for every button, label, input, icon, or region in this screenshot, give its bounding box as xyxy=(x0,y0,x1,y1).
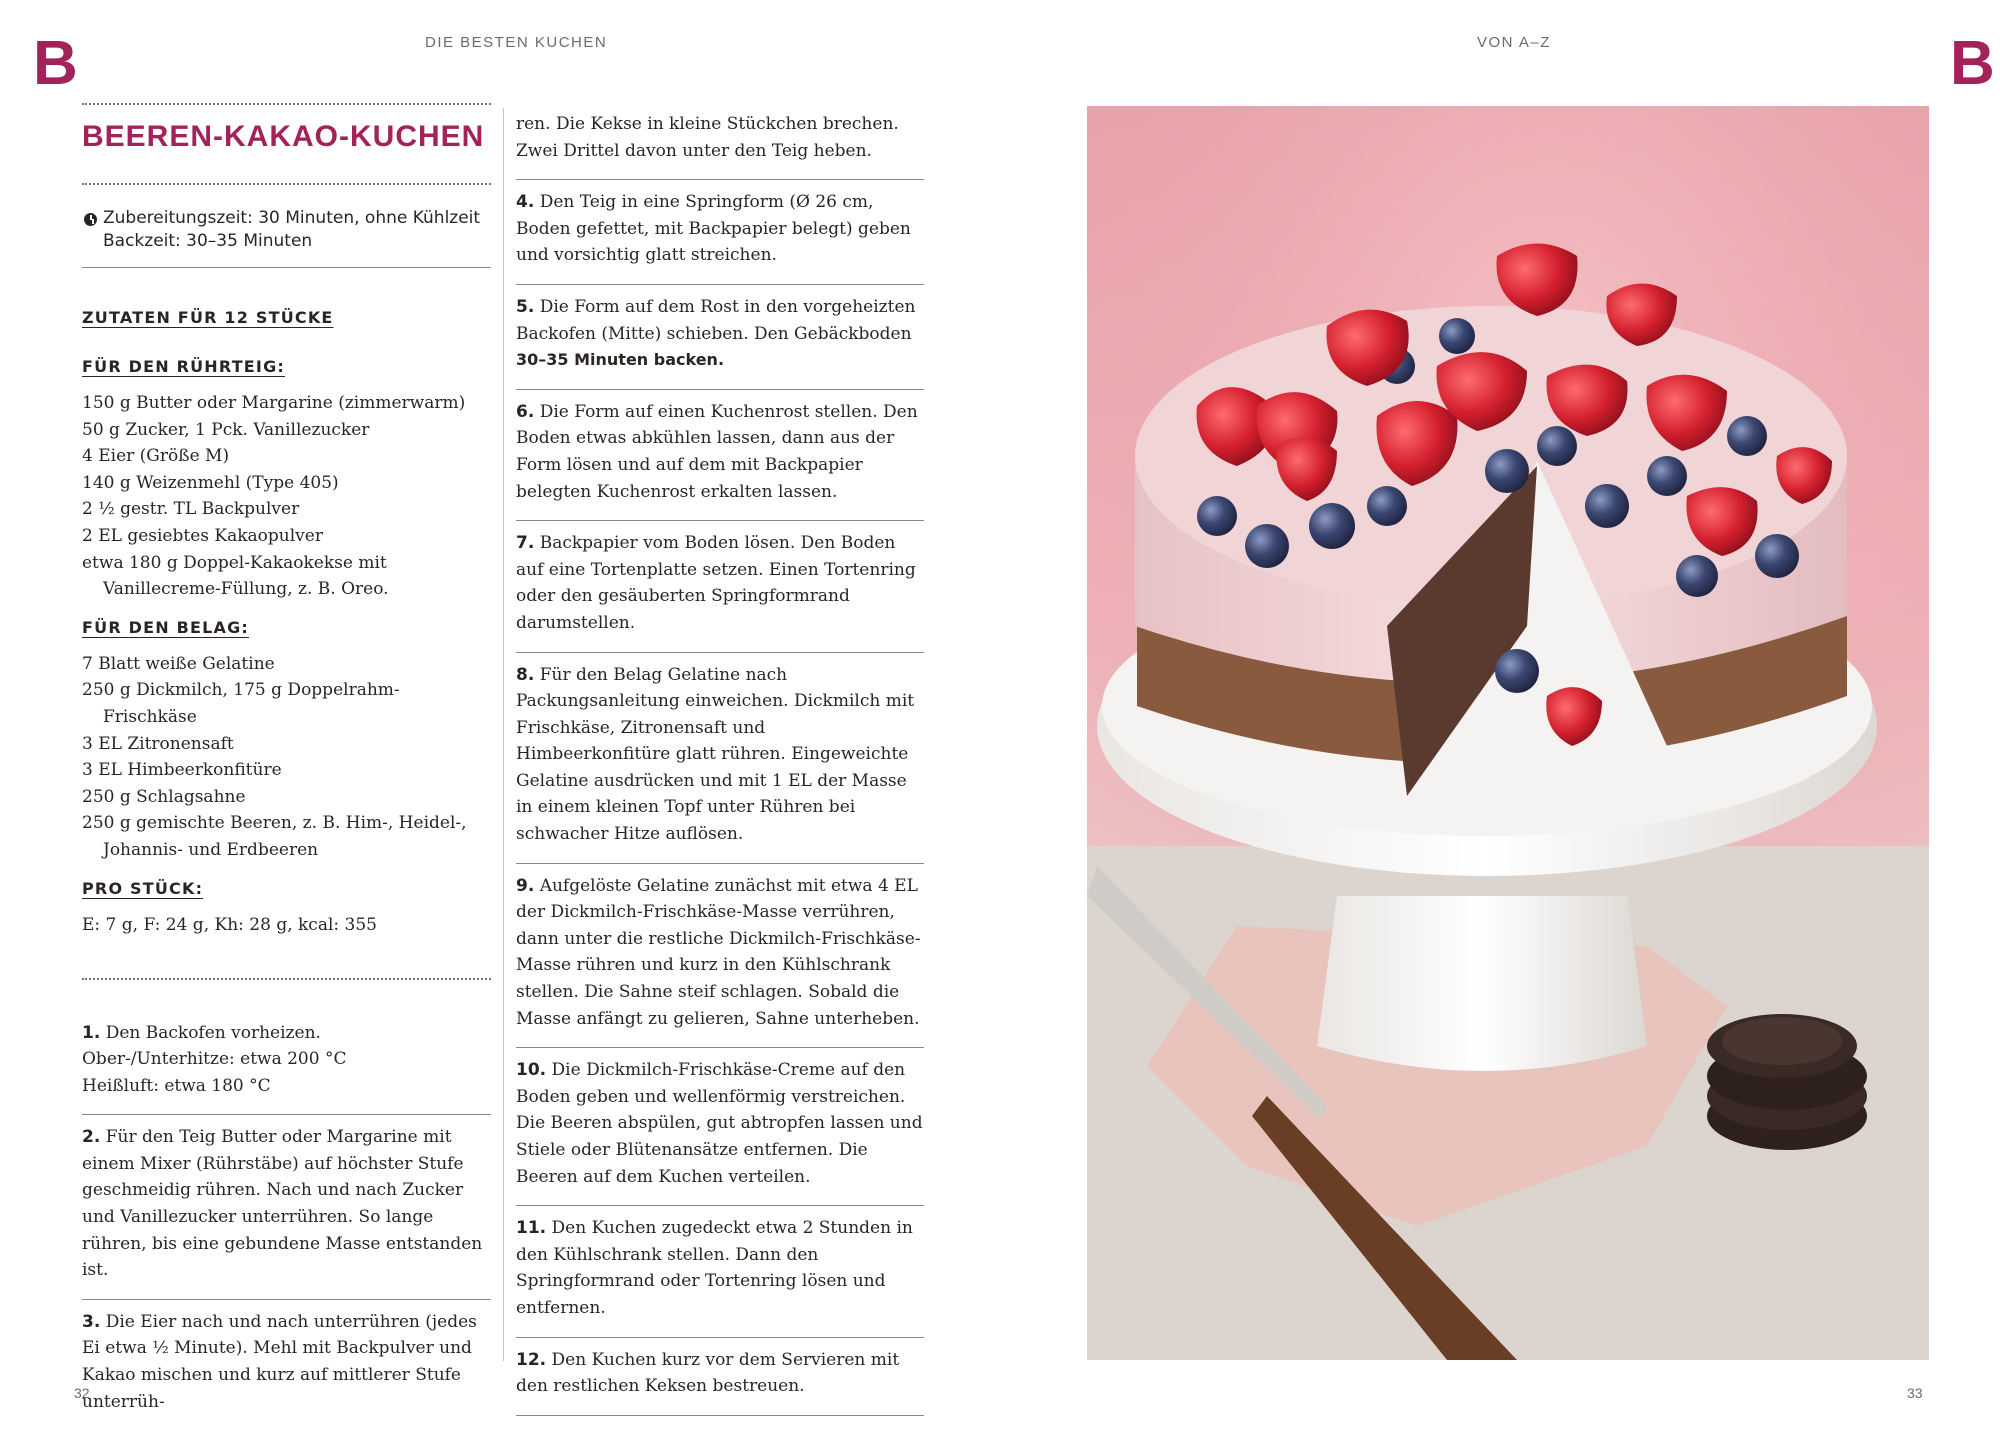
step-text: Aufgelöste Gelatine zunächst mit etwa 4 EL der Dickmilch-Frischkäse-Masse verrühren, dann unter die restliche Dickmilch-Frischkäse-Masse rühren und kurz in den Kühlschrank stellen. Die Sahne steif schlagen. Sobald die Masse anfängt zu gelieren, Sahne unterheben. xyxy=(516,875,921,1029)
step-7 xyxy=(516,521,924,652)
ingredient-item: 150 g Butter oder Margarine (zimmerwarm) xyxy=(82,393,466,413)
step-number: 5. xyxy=(516,296,535,317)
step-5 xyxy=(516,285,924,390)
ingredient-list-ruehrteig xyxy=(82,390,491,603)
step-text: Die Eier nach und nach unterrühren (jedes Ei etwa ½ Minute). Mehl mit Backpulver und Kakao mischen und kurz auf mittlerer Stufe unterrüh- xyxy=(82,1311,477,1412)
running-head-left: DIE BESTEN KUCHEN xyxy=(425,34,608,51)
time-info xyxy=(82,185,491,268)
step-text: Für den Teig Butter oder Margarine mit einem Mixer (Rührstäbe) auf höchster Stufe geschmeidig rühren. Nach und nach Zucker und Vanillezucker unterrühren. So lange rühren, bis eine gebundene Masse entstanden ist. xyxy=(82,1127,483,1281)
ingredient-list-belag xyxy=(82,651,491,864)
ingredient-item: 50 g Zucker, 1 Pck. Vanillezucker xyxy=(82,419,370,440)
ingredient-item: 4 Eier (Größe M) xyxy=(82,446,230,467)
step-number: 4. xyxy=(516,192,535,213)
chapter-letter-left: B xyxy=(33,29,78,98)
step-text: Heißluft: etwa 180 °C xyxy=(82,1075,271,1096)
dotted-rule xyxy=(82,103,491,105)
step-number: 6. xyxy=(516,401,535,422)
step-number: 11. xyxy=(516,1218,547,1239)
ingredient-item: 3 EL Zitronensaft xyxy=(82,733,234,754)
step-text: Backpapier vom Boden lösen. Den Boden auf eine Tortenplatte setzen. Einen Tortenring oder den gesäuberten Springformrand darumstellen. xyxy=(516,533,916,633)
ingredient-item: 7 Blatt weiße Gelatine xyxy=(82,653,275,674)
recipe-column-left xyxy=(82,103,491,1430)
ingredient-item: 250 g Dickmilch, 175 g Doppelrahm-Frischkäse xyxy=(82,680,400,727)
step-10 xyxy=(516,1048,924,1206)
step-bold-text: 30–35 Minuten backen. xyxy=(516,350,725,370)
step-number: 2. xyxy=(82,1127,101,1148)
cake-illustration xyxy=(1087,106,1929,1360)
running-head-right: VON A–Z xyxy=(1477,34,1551,51)
clock-icon xyxy=(84,213,97,226)
step-text: Den Kuchen kurz vor dem Servieren mit den restlichen Keksen bestreuen. xyxy=(516,1349,900,1397)
step-text: Die Form auf einen Kuchenrost stellen. Den Boden etwas abkühlen lassen, dann aus der Form lösen und auf dem mit Backpapier belegten Kuchenrost erkalten lassen. xyxy=(516,401,918,502)
group-heading-belag: FÜR DEN BELAG: xyxy=(82,617,250,637)
step-text: Für den Belag Gelatine nach Packungsanleitung einweichen. Dickmilch mit Frischkäse, Zitronensaft und Himbeerkonfitüre glatt rühren. Eingeweichte Gelatine ausdrücken und mit 1 EL der Masse in einem kleinen Topf unter Rühren bei schwacher Hitze auflösen. xyxy=(516,664,915,845)
step-text: ren. Die Kekse in kleine Stückchen brechen. Zwei Drittel davon unter den Teig heben. xyxy=(516,114,899,161)
cookie-stack xyxy=(1707,1014,1867,1150)
step-text: Den Kuchen zugedeckt etwa 2 Stunden in den Kühlschrank stellen. Dann den Springformrand oder Tortenring lösen und entfernen. xyxy=(516,1218,913,1318)
group-heading-ruehrteig: FÜR DEN RÜHRTEIG: xyxy=(82,357,286,376)
step-number: 3. xyxy=(82,1311,101,1332)
step-number: 8. xyxy=(516,664,535,685)
step-3-continued xyxy=(516,103,924,180)
step-11 xyxy=(516,1206,924,1337)
recipe-title: BEEREN-KAKAO-KUCHEN xyxy=(82,120,485,153)
step-text: Den Backofen vorheizen. xyxy=(105,1022,321,1043)
chapter-letter-right: B xyxy=(1950,29,1995,98)
step-text: Ober-/Unterhitze: etwa 200 °C xyxy=(82,1049,347,1070)
page-number-left: 32 xyxy=(74,1385,90,1401)
step-number: 12. xyxy=(516,1349,547,1370)
ingredient-item: 3 EL Himbeerkonfitüre xyxy=(82,760,282,781)
ingredient-item: 250 g Schlagsahne xyxy=(82,786,246,807)
ingredient-item: etwa 180 g Doppel-Kakaokekse mit Vanillecreme-Füllung, z. B. Oreo. xyxy=(82,552,389,600)
ingredient-item: 2 ½ gestr. TL Backpulver xyxy=(82,499,300,520)
step-2 xyxy=(82,1115,491,1300)
step-12 xyxy=(516,1338,924,1416)
bake-time: Backzeit: 30–35 Minuten xyxy=(103,231,313,251)
ingredient-item: 2 EL gesiebtes Kakaopulver xyxy=(82,525,323,546)
step-number: 9. xyxy=(516,875,535,896)
nutrition-values: E: 7 g, F: 24 g, Kh: 28 g, kcal: 355 xyxy=(82,914,377,935)
column-divider xyxy=(503,108,504,1361)
step-number: 10. xyxy=(516,1060,547,1081)
step-number: 1. xyxy=(82,1022,101,1043)
ingredient-item: 250 g gemischte Beeren, z. B. Him-, Heidel-, Johannis- und Erdbeeren xyxy=(82,813,467,860)
recipe-column-right xyxy=(516,103,924,1416)
step-9 xyxy=(516,864,924,1049)
ingredient-item: 140 g Weizenmehl (Type 405) xyxy=(82,472,339,493)
ingredients-heading: ZUTATEN FÜR 12 STÜCKE xyxy=(82,308,334,327)
prep-time: Zubereitungszeit: 30 Minuten, ohne Kühlzeit xyxy=(103,208,481,228)
page-number-right: 33 xyxy=(1907,1385,1923,1401)
step-number: 7. xyxy=(516,533,535,554)
step-3 xyxy=(82,1300,491,1430)
cake-photo xyxy=(1087,106,1929,1360)
step-text: Die Form auf dem Rost in den vorgeheizten Backofen (Mitte) schieben. Den Gebäckboden xyxy=(516,296,916,344)
step-6 xyxy=(516,390,924,521)
step-4 xyxy=(516,180,924,285)
step-8 xyxy=(516,653,924,864)
step-text: Die Dickmilch-Frischkäse-Creme auf den Boden geben und wellenförmig verstreichen. Die Beeren abspülen, gut abtropfen lassen und Stiele oder Blütenansätze entfernen. Die Beeren auf dem Kuchen verteilen. xyxy=(516,1060,923,1187)
step-text: Den Teig in eine Springform (Ø 26 cm, Boden gefettet, mit Backpapier belegt) geben und vorsichtig glatt streichen. xyxy=(516,192,911,266)
nutrition-heading: PRO STÜCK: xyxy=(82,878,204,898)
step-1 xyxy=(82,980,491,1116)
cake-stand-pedestal xyxy=(1317,896,1647,1071)
